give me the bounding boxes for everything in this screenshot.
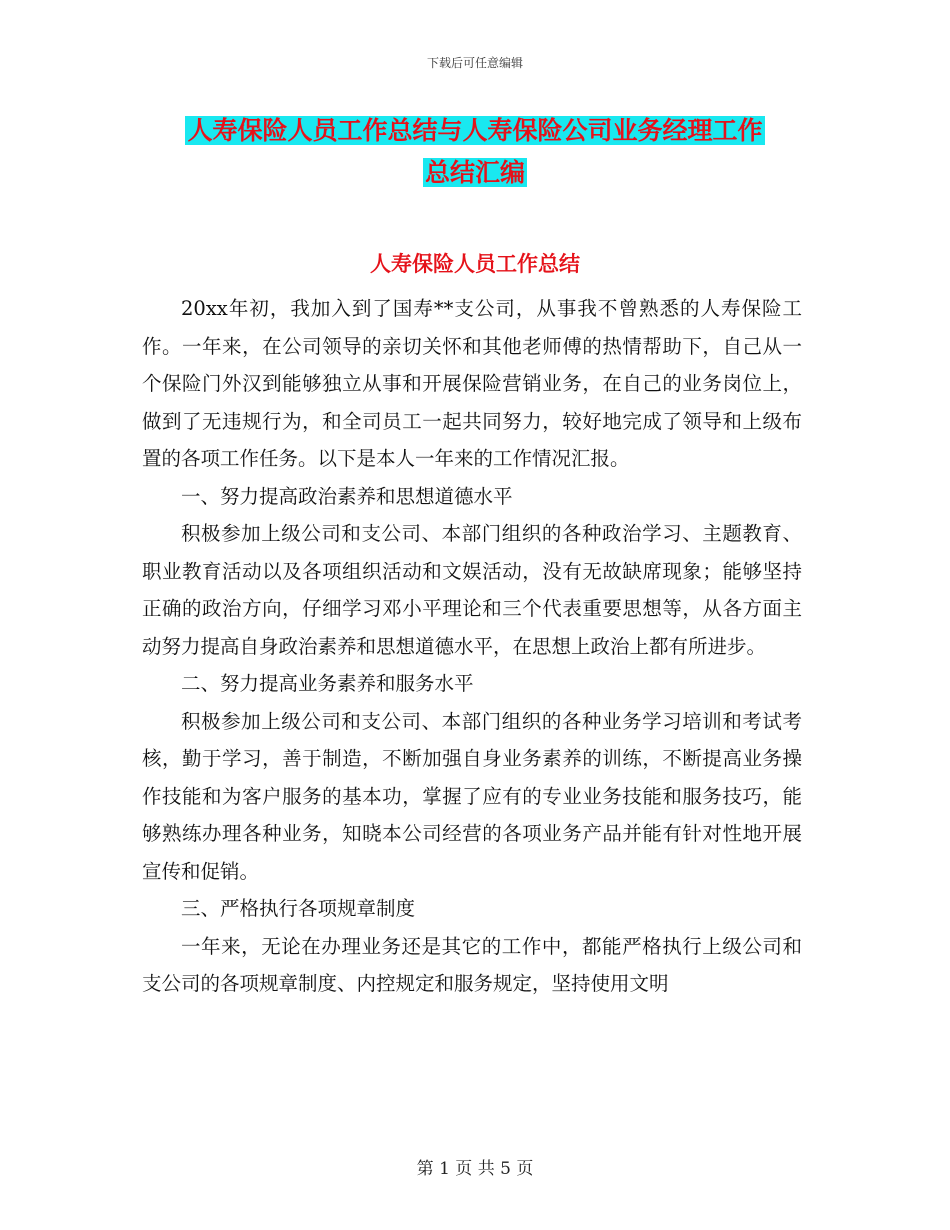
- document-title-line-1: 人寿保险人员工作总结与人寿保险公司业务经理工作: [187, 116, 763, 145]
- heading-politics: 一、努力提高政治素养和思想道德水平: [181, 484, 513, 508]
- paragraph-intro: 20xx年初，我加入到了国寿**支公司，从事我不曾熟悉的人寿保险工作。一年来，在公司领导的亲切关怀和其他老师傅的热情帮助下，自己从一个保险门外汉到能够独立从事和开展保险营销业务，在自己的业务岗位上，做到了无违规行为，和全司员工一起共同努力，较好地完成了领导和上级布置的各项工作任务。以下是本人一年来的工作情况汇报。: [142, 297, 802, 470]
- paragraph-rules: 一年来，无论在办理业务还是其它的工作中，都能严格执行上级公司和支公司的各项规章制度、内控规定和服务规定，坚持使用文明: [142, 934, 802, 995]
- header-note: 下载后可任意编辑: [426, 56, 523, 70]
- body-text: [142, 290, 802, 1003]
- page-number: 第 1 页 共 5 页: [416, 1159, 534, 1179]
- paragraph-politics: 积极参加上级公司和支公司、本部门组织的各种政治学习、主题教育、职业教育活动以及各项组织活动和文娱活动，没有无故缺席现象；能够坚持正确的政治方向，仔细学习邓小平理论和三个代表重要思想等，从各方面主动努力提高自身政治素养和思想道德水平，在思想上政治上都有所进步。: [142, 522, 802, 658]
- heading-business: 二、努力提高业务素养和服务水平: [181, 672, 474, 695]
- document-title-line-2: 总结汇编: [424, 158, 525, 187]
- heading-rules: 三、严格执行各项规章制度: [181, 897, 416, 920]
- document-title: [150, 110, 800, 194]
- paragraph-business: 积极参加上级公司和支公司、本部门组织的各种业务学习培训和考试考核，勤于学习，善于制造，不断加强自身业务素养的训练，不断提高业务操作技能和为客户服务的基本功，掌握了应有的专业业务技能和服务技巧，能够熟练办理各种业务，知晓本公司经营的各项业务产品并能有针对性地开展宣传和促销。: [142, 709, 802, 883]
- section-title: 人寿保险人员工作总结: [370, 252, 580, 276]
